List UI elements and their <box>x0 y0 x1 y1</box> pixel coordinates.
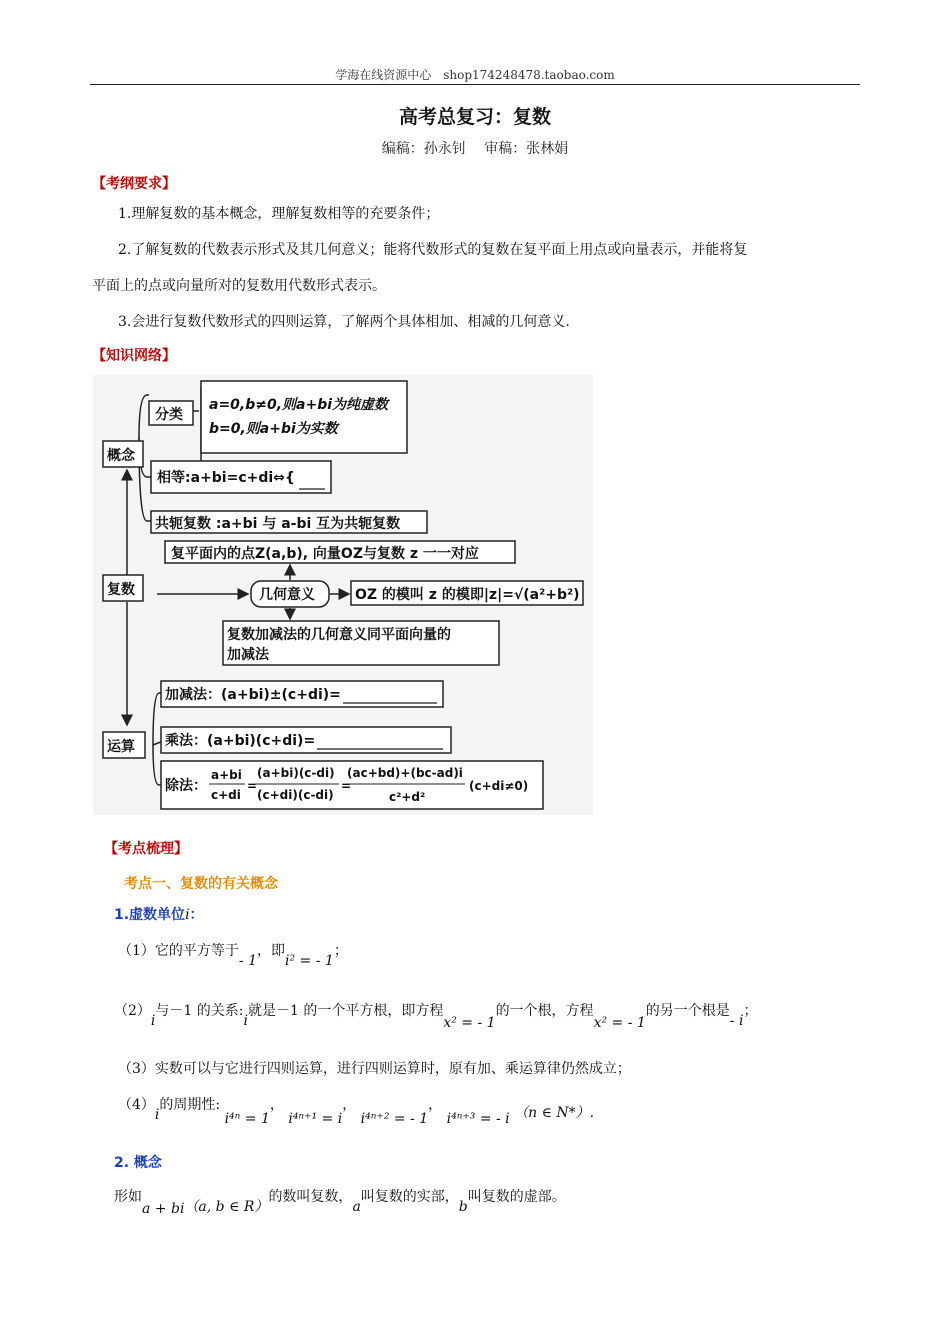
line2-text-c: 就是－1 的一个平方根，即方程 <box>247 1003 444 1019</box>
fenlei-line-2: b=0,则a+bi为实数 <box>209 421 338 437</box>
line5-a-symbol: a <box>352 1199 361 1215</box>
line2-text-d: 的一个根，方程 <box>495 1003 594 1019</box>
kaogang-item-2: 2.了解复数的代数表示形式及其几何意义；能将代数形式的复数在复平面上用点或向量表示，并能将复 <box>118 242 748 258</box>
page-title: 高考总复习：复数 <box>398 106 551 128</box>
period-condition: （n ∈ N*）. <box>514 1105 595 1121</box>
chufa-eq-1: = <box>247 779 258 793</box>
header-rule <box>90 84 860 85</box>
period-eq-4: i⁴ⁿ⁺³ = - i <box>446 1111 510 1127</box>
colon: ： <box>189 907 204 923</box>
chufa-num-1: a+bi <box>211 768 242 782</box>
property-line-4: （4）i的周期性: i⁴ⁿ = 1， i⁴ⁿ⁺¹ = i， i⁴ⁿ⁺² = - 1， i⁴ⁿ⁺³ = - i （n ∈ N*）. <box>118 1097 595 1127</box>
node-gonge: 共轭复数 :a+bi 与 a-bi 互为共轭复数 <box>155 516 401 532</box>
line2-neg-i: - i <box>729 1013 744 1029</box>
chufa-cond: (c+di≠0) <box>469 779 529 793</box>
line5-abi: a + bi <box>142 1201 185 1217</box>
period-eq-2: i⁴ⁿ⁺¹ = i <box>288 1111 343 1127</box>
knowledge-network-diagram <box>93 375 593 815</box>
definition-line <box>114 1186 566 1217</box>
line2-text-b: 与－1 的关系: <box>155 1003 244 1019</box>
line2-equation-1: x² = - 1 <box>443 1015 496 1031</box>
kaogang-item-3: 3.会进行复数代数形式的四则运算，了解两个具体相加、相减的几何意义. <box>118 314 570 330</box>
node-fupingmian: 复平面内的点Z(a,b), 向量OZ与复数 z 一一对应 <box>171 546 479 562</box>
node-chufa-label: 除法： <box>165 778 207 794</box>
chufa-den-3: c²+d² <box>389 790 426 804</box>
node-mo: OZ 的模叫 z 的模即|z|=√(a²+b²) <box>355 587 580 603</box>
line1-text-b: ，即 <box>257 943 286 959</box>
line4-text-a: （4） <box>118 1097 155 1113</box>
chufa-den-2: (c+di)(c-di) <box>257 788 334 802</box>
section-heading-network: 【知识网络】 <box>92 348 176 364</box>
property-line-3: （3）实数可以与它进行四则运算，进行四则运算时，原有加、乘运算律仍然成立； <box>118 1061 631 1077</box>
kaogang-item-2-cont: 平面上的点或向量所对的复数用代数形式表示。 <box>92 278 386 294</box>
line5-condition: （a, b ∈ R） <box>184 1199 269 1215</box>
line5-text-c: 叫复数的实部， <box>360 1189 459 1205</box>
node-jiajianfa: 加减法：(a+bi)±(c+di)= <box>165 687 341 703</box>
period-eq-1: i⁴ⁿ = 1 <box>224 1111 270 1127</box>
page-header: 学海在线资源中心 shop174248478.taobao.com <box>335 68 615 82</box>
node-jihe: 几何意义 <box>259 587 315 603</box>
line5-text-a: 形如 <box>114 1189 142 1205</box>
node-concept: 概念 <box>107 448 135 464</box>
line2-i: i <box>150 1013 156 1029</box>
kaodian-point-1: 考点一、复数的有关概念 <box>124 876 278 892</box>
node-fushu: 复数 <box>107 582 135 598</box>
line5-text-b: 的数叫复数， <box>268 1189 353 1205</box>
line2-equation-2: x² = - 1 <box>593 1015 646 1031</box>
line5-text-d: 叫复数的虚部。 <box>467 1189 566 1205</box>
chufa-eq-2: = <box>341 779 352 793</box>
line2-i-2: i <box>243 1013 248 1029</box>
sub-heading-1-text: 1.虚数单位 <box>114 907 186 923</box>
chufa-num-2: (a+bi)(c-di) <box>257 766 335 780</box>
line1-neg1: - 1 <box>238 953 258 969</box>
chufa-den-1: c+di <box>211 788 241 802</box>
property-line-1 <box>118 940 348 969</box>
chufa-num-3: (ac+bd)+(bc-ad)i <box>347 766 463 780</box>
node-chengfa: 乘法：(a+bi)(c+di)= <box>165 733 316 749</box>
fenlei-detail-box <box>201 381 407 453</box>
node-xiangdeng: 相等:a+bi=c+di⇔{ <box>157 470 295 486</box>
node-yunsuan: 运算 <box>107 739 135 755</box>
imaginary-unit-symbol: i <box>185 907 190 923</box>
line1-equation: i² = - 1 <box>285 953 334 969</box>
property-line-2 <box>114 1000 758 1031</box>
line1-text-c: ； <box>333 943 348 959</box>
byline: 编稿：孙永钊 审稿：张林娟 <box>381 141 569 157</box>
node-jiajian-geo-1: 复数加减法的几何意义同平面向量的 <box>227 627 451 643</box>
line4-i: i <box>154 1107 160 1123</box>
line2-text-a: （2） <box>114 1003 151 1019</box>
line2-text-f: ； <box>743 1003 758 1019</box>
period-eq-3: i⁴ⁿ⁺² = - 1 <box>360 1111 429 1127</box>
fenlei-line-1: a=0,b≠0,则a+bi为纯虚数 <box>209 397 389 413</box>
section-heading-kaodian: 【考点梳理】 <box>104 841 188 857</box>
node-fenlei: 分类 <box>155 407 183 423</box>
kaogang-item-1: 1.理解复数的基本概念，理解复数相等的充要条件； <box>118 206 440 222</box>
node-jiajian-geo-2: 加减法 <box>227 647 269 663</box>
line1-text-a: （1）它的平方等于 <box>118 943 239 959</box>
sub-heading-1 <box>114 904 204 924</box>
section-heading-kaogang: 【考纲要求】 <box>92 176 176 192</box>
line2-text-e: 的另一个根是 <box>645 1003 730 1019</box>
line5-b-symbol: b <box>458 1199 468 1215</box>
line4-text-b: 的周期性: <box>159 1097 221 1113</box>
sub-heading-2: 2. 概念 <box>114 1155 162 1171</box>
